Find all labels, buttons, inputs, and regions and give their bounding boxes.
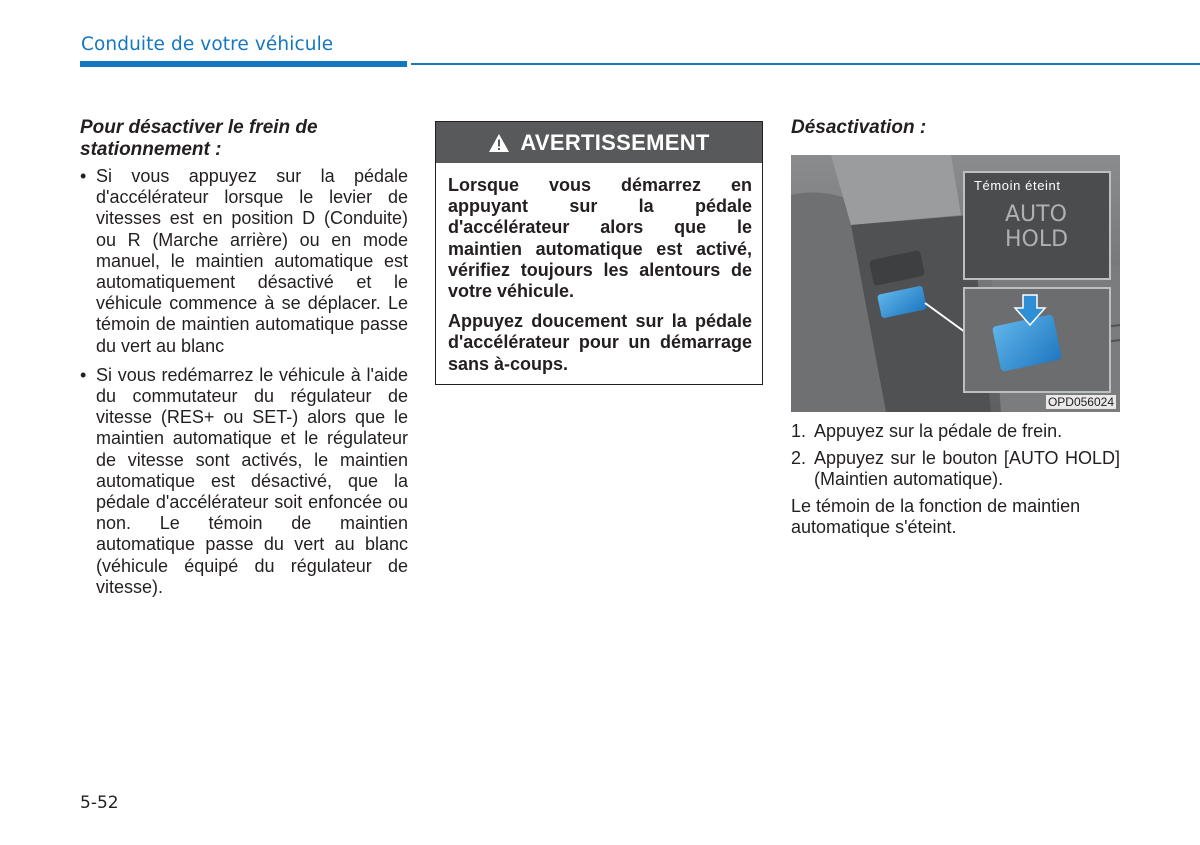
warning-paragraph: Appuyez doucement sur la pédale d'accélérateur pour un démarrage sans à-coups. <box>448 311 752 374</box>
console-illustration <box>791 155 1120 412</box>
warning-box <box>435 121 763 385</box>
auto-hold-figure <box>791 155 1120 412</box>
left-column <box>80 117 408 606</box>
header-rule-thick <box>80 61 407 67</box>
deactivation-section-title: Désactivation : <box>791 117 927 138</box>
warning-header <box>436 122 762 163</box>
warning-title: AVERTISSEMENT <box>520 129 710 155</box>
parking-brake-section-title: Pour désactiver le frein de stationnement : <box>80 117 318 160</box>
right-column <box>791 117 1120 139</box>
warning-body <box>436 163 762 375</box>
section-header-title: Conduite de votre véhicule <box>81 34 334 55</box>
bullet-item: • Si vous redémarrez le véhicule à l'aide du commutateur du régulateur de vitesse (RES+ ou SET-) alors que le maintien automatique et le régulateur de vitesse sont activés, le maintien automatique est désactivé, que la pédale d'accélérateur soit enfoncée ou non. Le témoin de maintien automatique passe du vert au blanc (véhicule équipé du régulateur de vitesse). <box>80 365 408 598</box>
bullet-list <box>80 166 408 598</box>
header-rule-thin <box>411 63 1200 65</box>
deactivation-note: Le témoin de la fonction de maintien automatique s'éteint. <box>791 496 1081 538</box>
page-number: 5-52 <box>80 793 119 813</box>
warning-paragraph: Lorsque vous démarrez en appuyant sur la pédale d'accélérateur alors que le maintien automatique est activé, vérifiez toujours les alentours de votre véhicule. <box>448 175 752 302</box>
step-item: 2. Appuyez sur le bouton [AUTO HOLD] (Maintien automatique). <box>791 448 1120 490</box>
deactivation-steps <box>791 421 1120 497</box>
auto-hold-indicator: AUTO HOLD <box>1005 202 1069 252</box>
warning-triangle-icon <box>488 133 510 153</box>
indicator-off-label: Témoin éteint <box>974 178 1061 193</box>
bullet-item: • Si vous appuyez sur la pédale d'accélérateur lorsque le levier de vitesses est en position D (Conduite) ou R (Marche arrière) ou en mode manuel, le maintien automatique est automatiquement désactivé et le véhicule commence à se déplacer. Le témoin de maintien automatique passe du vert au blanc <box>80 166 408 357</box>
figure-code: OPD056024 <box>1047 395 1114 409</box>
step-item: 1. Appuyez sur la pédale de frein. <box>791 421 1063 441</box>
